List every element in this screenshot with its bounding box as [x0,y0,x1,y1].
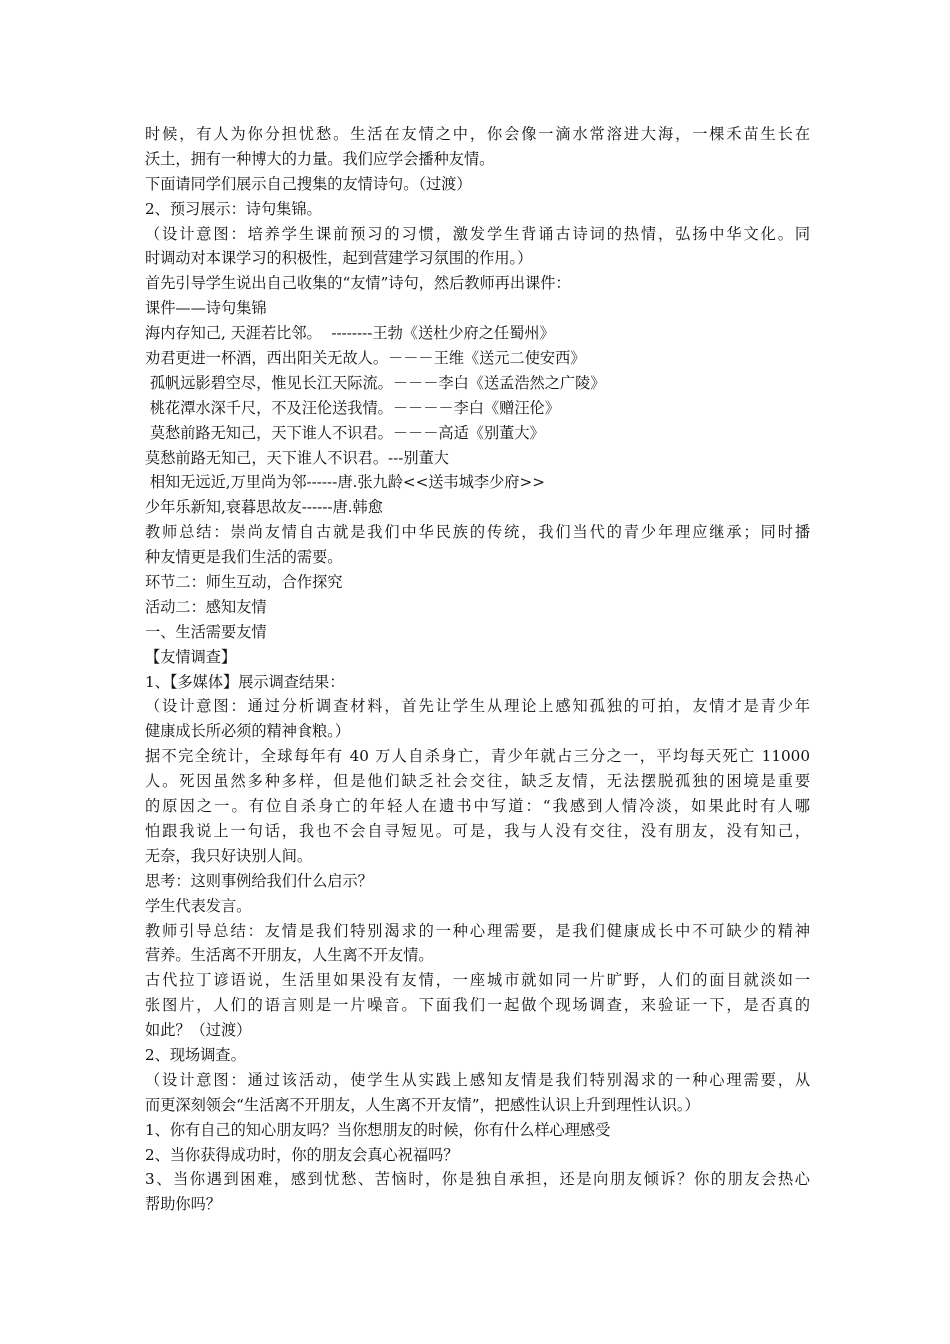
text-line: 健康成长所必须的精神食粮。） [145,722,351,741]
poem-line: 孤帆远影碧空尽，惟见长江天际流。－－－李白《送孟浩然之广陵》 [145,373,606,392]
text-line: 营养。生活离不开朋友，人生离不开友情。 [145,946,434,965]
poem-line: 莫愁前路无知己，天下谁人不识君。－－－高适《别董大》 [145,423,545,442]
poem-line: 少年乐新知,衰暮思故友------唐.韩愈 [145,498,383,517]
poem-line: 海内存知己, 天涯若比邻。 --------王勃《送杜少府之任蜀州》 [145,324,555,343]
text-line: 据不完全统计，全球每年有 40 万人自杀身亡，青少年就占三分之一，平均每天死亡 11000 [145,747,810,766]
section-heading: 一、生活需要友情 [145,622,267,641]
text-line: 课件——诗句集锦 [145,299,267,318]
poem-line: 相知无远近,万里尚为邻------唐.张九龄<<送韦城李少府>> [145,473,545,492]
poem-line: 桃花潭水深千尺，不及汪伦送我情。－－－－李白《赠汪伦》 [145,398,560,417]
text-line: 2、预习展示：诗句集锦。 [145,199,322,218]
text-line: 时候，有人为你分担忧愁。生活在友情之中，你会像一滴水常溶进大海，一棵禾苗生长在 [145,125,810,143]
text-line: （设计意图：通过分析调查材料，首先让学生从理论上感知孤独的可拍，友情才是青少年 [145,697,810,716]
text-line: 2、现场调查。 [145,1045,246,1064]
poem-line: 莫愁前路无知己，天下谁人不识君。---别董大 [145,448,449,467]
section-heading: 【友情调查】 [145,647,237,666]
text-line: 下面请同学们展示自己搜集的友情诗句。（过渡） [145,174,472,193]
section-heading: 活动二：感知友情 [145,597,267,616]
survey-question: 2、当你获得成功时，你的朋友会真心祝福吗？ [145,1145,459,1164]
text-line: 时调动对本课学习的积极性，起到营建学习氛围的作用。） [145,249,533,268]
text-line: 种友情更是我们生活的需要。 [145,548,343,567]
text-line: 思考：这则事例给我们什么启示？ [145,871,373,890]
text-line: 教师引导总结：友情是我们特别渴求的一种心理需要，是我们健康成长中不可缺少的精神 [145,921,810,940]
poem-line: 劝君更进一杯酒，西出阳关无故人。－－－王维《送元二使安西》 [145,349,586,368]
text-line: （设计意图：通过该活动，使学生从实践上感知友情是我们特别渴求的一种心理需要，从 [145,1070,810,1089]
text-line: 1、【多媒体】展示调查结果： [145,672,345,691]
text-line: 怕跟我说上一句话，我也不会自寻短见。可是，我与人没有交往，没有朋友，没有知己， [145,821,810,840]
text-line: （设计意图：培养学生课前预习的习惯，激发学生背诵古诗词的热情，弘扬中华文化。同 [145,224,810,243]
survey-question: 1、你有自己的知心朋友吗？当你想朋友的时候，你有什么样心理感受 [145,1120,611,1139]
text-line: 首先引导学生说出自己收集的“友情”诗句，然后教师再出课件： [145,274,571,293]
text-line: 古代拉丁谚语说，生活里如果没有友情，一座城市就如同一片旷野，人们的面目就淡如一 [145,971,810,990]
document-body [145,122,810,1217]
text-line: 的原因之一。有位自杀身亡的年轻人在遗书中写道：“我感到人情冷淡，如果此时有人哪 [145,797,810,816]
survey-question: 3、当你遇到困难，感到忧愁、苦恼时，你是独自承担，还是向朋友倾诉？你的朋友会热心 [145,1170,810,1189]
text-line: 而更深刻领会“生活离不开朋友，人生离不开友情”，把感性认识上升到理性认识。） [145,1095,700,1114]
text-line: 人。死因虽然多种多样，但是他们缺乏社会交往，缺乏友情，无法摆脱孤独的困境是重要 [145,772,810,791]
text-line: 无奈，我只好诀别人间。 [145,846,313,865]
text-line: 教师总结：崇尚友情自古就是我们中华民族的传统，我们当代的青少年理应继承；同时播 [145,523,810,542]
text-line: 学生代表发言。 [145,896,252,915]
text-line: 张图片，人们的语言则是一片噪音。下面我们一起做个现场调查，来验证一下，是否真的 [145,996,810,1015]
section-heading: 环节二：师生互动，合作探究 [145,573,343,592]
text-line: 如此？（过渡） [145,1021,252,1040]
text-line: 沃土，拥有一种博大的力量。我们应学会播种友情。 [145,149,495,168]
survey-question: 帮助你吗？ [145,1195,221,1214]
